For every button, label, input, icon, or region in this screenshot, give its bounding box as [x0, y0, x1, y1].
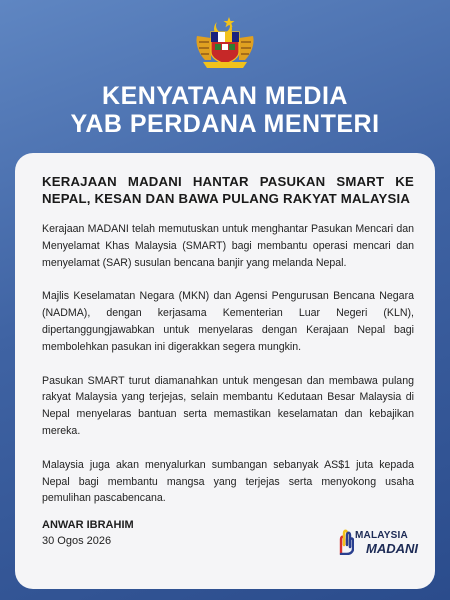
header-subtitle: YAB PERDANA MENTERI: [70, 110, 380, 138]
malaysia-madani-logo: [338, 527, 428, 559]
statement-date: 30 Ogos 2026: [42, 535, 112, 547]
statement-body: [42, 221, 414, 524]
signature-block: [42, 517, 134, 549]
statement-paragraph: Malaysia juga akan menyalurkan sumbangan sebanyak AS$1 juta kepada Nepal bagi membantu mangsa yang terjejas serta menyokong usaha pemulihan pascabencana.: [42, 458, 414, 505]
statement-paragraph: Majlis Keselamatan Negara (MKN) dan Agensi Pengurusan Bencana Negara (NADMA), dengan kerjasama Kementerian Luar Negeri (KLN), dipertanggungjawabkan untuk menyelaras dengan Kerajaan Nepal bagi membolehkan pasukan ini digerakkan segera mungkin.: [42, 290, 414, 353]
statement-card: [15, 153, 435, 589]
madani-hand-icon: [338, 527, 354, 555]
signatory-name: ANWAR IBRAHIM: [42, 519, 134, 531]
statement-paragraph: Kerajaan MADANI telah memutuskan untuk menghantar Pasukan Mencari dan Menyelamat Khas Malaysia (SMART) bagi membantu operasi mencari dan menyelamat (SAR) susulan bencana banjir yang melanda Nepal.: [42, 223, 414, 269]
statement-headline: KERAJAAN MADANI HANTAR PASUKAN SMART KE NEPAL, KESAN DAN BAWA PULANG RAKYAT MALAYSIA: [42, 174, 414, 206]
statement-paragraph: Pasukan SMART turut diamanahkan untuk mengesan dan membawa pulang rakyat Malaysia yang terjejas, selain membantu Kedutaan Besar Malaysia di Nepal menyelaras bantuan serta memastikan keselamatan dan kebajikan mereka.: [42, 374, 414, 437]
logo-text-madani: MADANI: [366, 541, 418, 556]
coat-of-arms-icon: [191, 14, 259, 70]
header-title: KENYATAAN MEDIA: [102, 82, 348, 110]
media-statement-header: [0, 82, 450, 138]
logo-text-malaysia: MALAYSIA: [355, 530, 408, 541]
